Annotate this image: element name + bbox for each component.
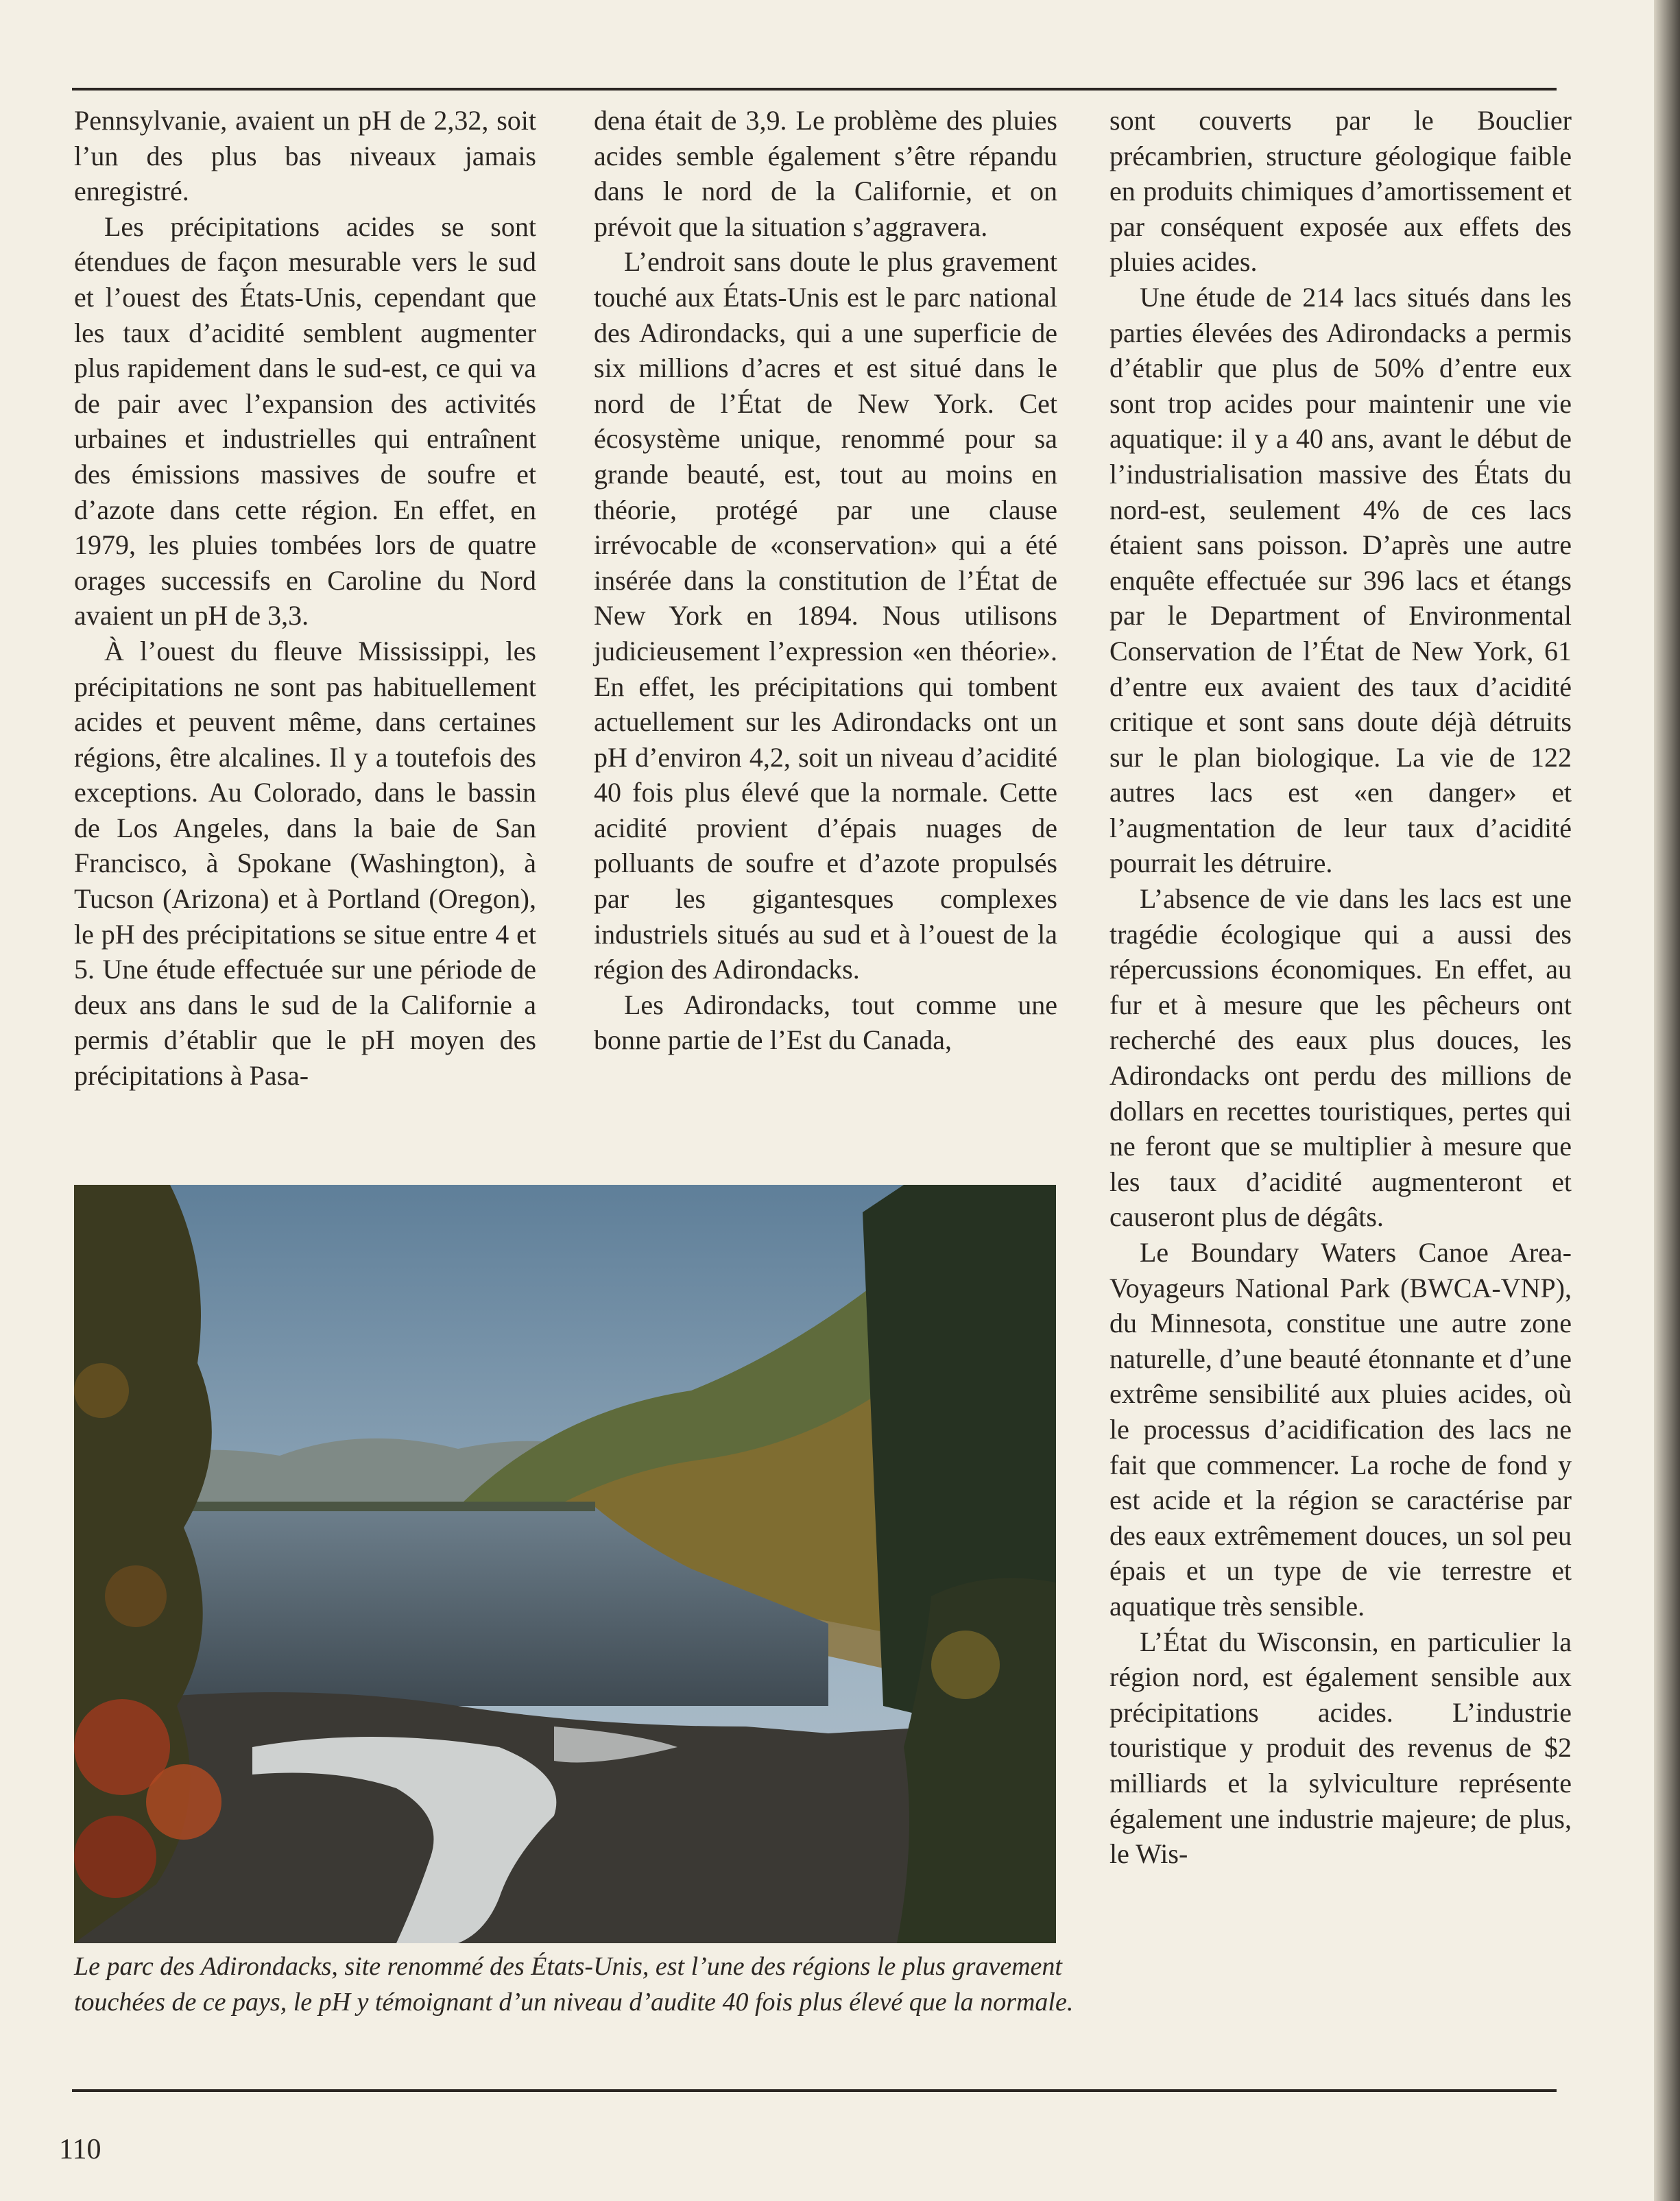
paragraph: L’absence de vie dans les lacs est une tragédie écologique qui a aussi des répercussions économiques. En effet, au fur et à mesure que les pêcheurs ont recherché des eaux plus douces, les Adirondacks ont perdu des millions de dollars en recettes touristiques, pertes qui ne feront que se multiplier à mesure que les taux d’acidité augmenteront et causeront plus de dégâts. <box>1109 883 1572 1233</box>
text-column-2 <box>594 103 1057 1172</box>
paragraph: Une étude de 214 lacs situés dans les parties élevées des Adirondacks a permis d’établir que plus de 50% d’entre eux sont trop acides pour maintenir une vie aquatique: il y a 40 ans, avant le début de l’industrialisation massive des États du nord-est, seulement 4% de ces lacs étaient sans poisson. D’après une autre enquête effectuée sur 396 lacs et étangs par le Department of Environmental Conservation de l’État de New York, 61 d’entre eux avaient des taux d’acidité critique et sont sans doute déjà détruits sur le plan biologique. La vie de 122 autres lacs est «en danger» et l’augmentation de leur taux d’acidité pourrait les détruire. <box>1109 281 1572 879</box>
photo-caption <box>74 1949 1075 2020</box>
paragraph: L’État du Wisconsin, en particulier la région nord, est également sensible aux précipitations acides. L’industrie touristique y produit des revenus de $2 milliards et la sylviculture représente également une industrie majeure; de plus, le Wis- <box>1109 1626 1572 1870</box>
paragraph: Le Boundary Waters Canoe Area-Voyageurs National Park (BWCA-VNP), du Minnesota, constitue une autre zone naturelle, d’une beauté étonnante et d’une extrême sensibilité aux pluies acides, où le processus d’acidification des lacs ne fait que commencer. La roche de fond y est acide et la région se caractérise par des eaux extrêmement douces, un sol peu épais et un type de vie terrestre et aquatique très sensible. <box>1109 1237 1572 1622</box>
paragraph: Pennsylvanie, avaient un pH de 2,32, soit l’un des plus bas niveaux jamais enregistré. <box>74 105 536 207</box>
top-rule <box>72 88 1557 91</box>
bottom-rule <box>72 2089 1557 2092</box>
adirondacks-lake-photo <box>74 1185 1056 1943</box>
paragraph: dena était de 3,9. Le problème des pluies acides semble également s’être répandu dans le nord de la Californie, et on prévoit que la situation s’aggravera. <box>594 105 1057 242</box>
page-number: 110 <box>59 2134 101 2165</box>
text-column-3 <box>1109 103 1572 2064</box>
paragraph: Les précipitations acides se sont étendues de façon mesurable vers le sud et l’ouest des États-Unis, cependant que les taux d’acidité semblent augmenter plus rapidement dans le sud-est, ce qui va de pair avec l’expansion des activités urbaines et industrielles qui entraînent des émissions massives de soufre et d’azote dans cette région. En effet, en 1979, les pluies tombées lors de quatre orages successifs en Caroline du Nord avaient un pH de 3,3. <box>74 211 536 632</box>
paragraph: À l’ouest du fleuve Mississippi, les précipitations ne sont pas habituellement acides et peuvent même, dans certaines régions, être alcalines. Il y a toutefois des exceptions. Au Colorado, dans le bassin de Los Angeles, dans la baie de San Francisco, à Spokane (Washington), à Tucson (Arizona) et à Portland (Oregon), le pH des précipitations se situe entre 4 et 5. Une étude effectuée sur une période de deux ans dans le sud de la Californie a permis d’établir que le pH moyen des précipitations à Pasa- <box>74 635 536 1092</box>
text-column-1 <box>74 103 536 1172</box>
paragraph: sont couverts par le Bouclier précambrien, structure géologique faible en produits chimiques d’amortissement et par conséquent exposée aux effets des pluies acides. <box>1109 105 1572 278</box>
page-binding-shadow <box>1654 0 1680 2201</box>
caption-text: Le parc des Adirondacks, site renommé des États-Unis, est l’une des régions le plus gravement touchées de ce pays, le pH y témoignant d’un niveau d’audite 40 fois plus élevé que la normale. <box>74 1952 1074 2017</box>
paragraph: L’endroit sans doute le plus gravement touché aux États-Unis est le parc national des Adirondacks, qui a une superficie de six millions d’acres et est situé dans le nord de l’État de New York. Cet écosystème unique, renommé pour sa grande beauté, est, tout au moins en théorie, protégé par une clause irrévocable de «conservation» qui a été insérée dans la constitution de l’État de New York en 1894. Nous utilisons judicieusement l’expression «en théorie». En effet, les précipitations qui tombent actuellement sur les Adirondacks ont un pH d’environ 4,2, soit un niveau d’acidité 40 fois plus élevé que la normale. Cette acidité provient d’épais nuages de polluants de soufre et d’azote propulsés par les gigantesques complexes industriels situés au sud et à l’ouest de la région des Adirondacks. <box>594 246 1057 985</box>
paragraph: Les Adirondacks, tout comme une bonne partie de l’Est du Canada, <box>594 989 1057 1056</box>
